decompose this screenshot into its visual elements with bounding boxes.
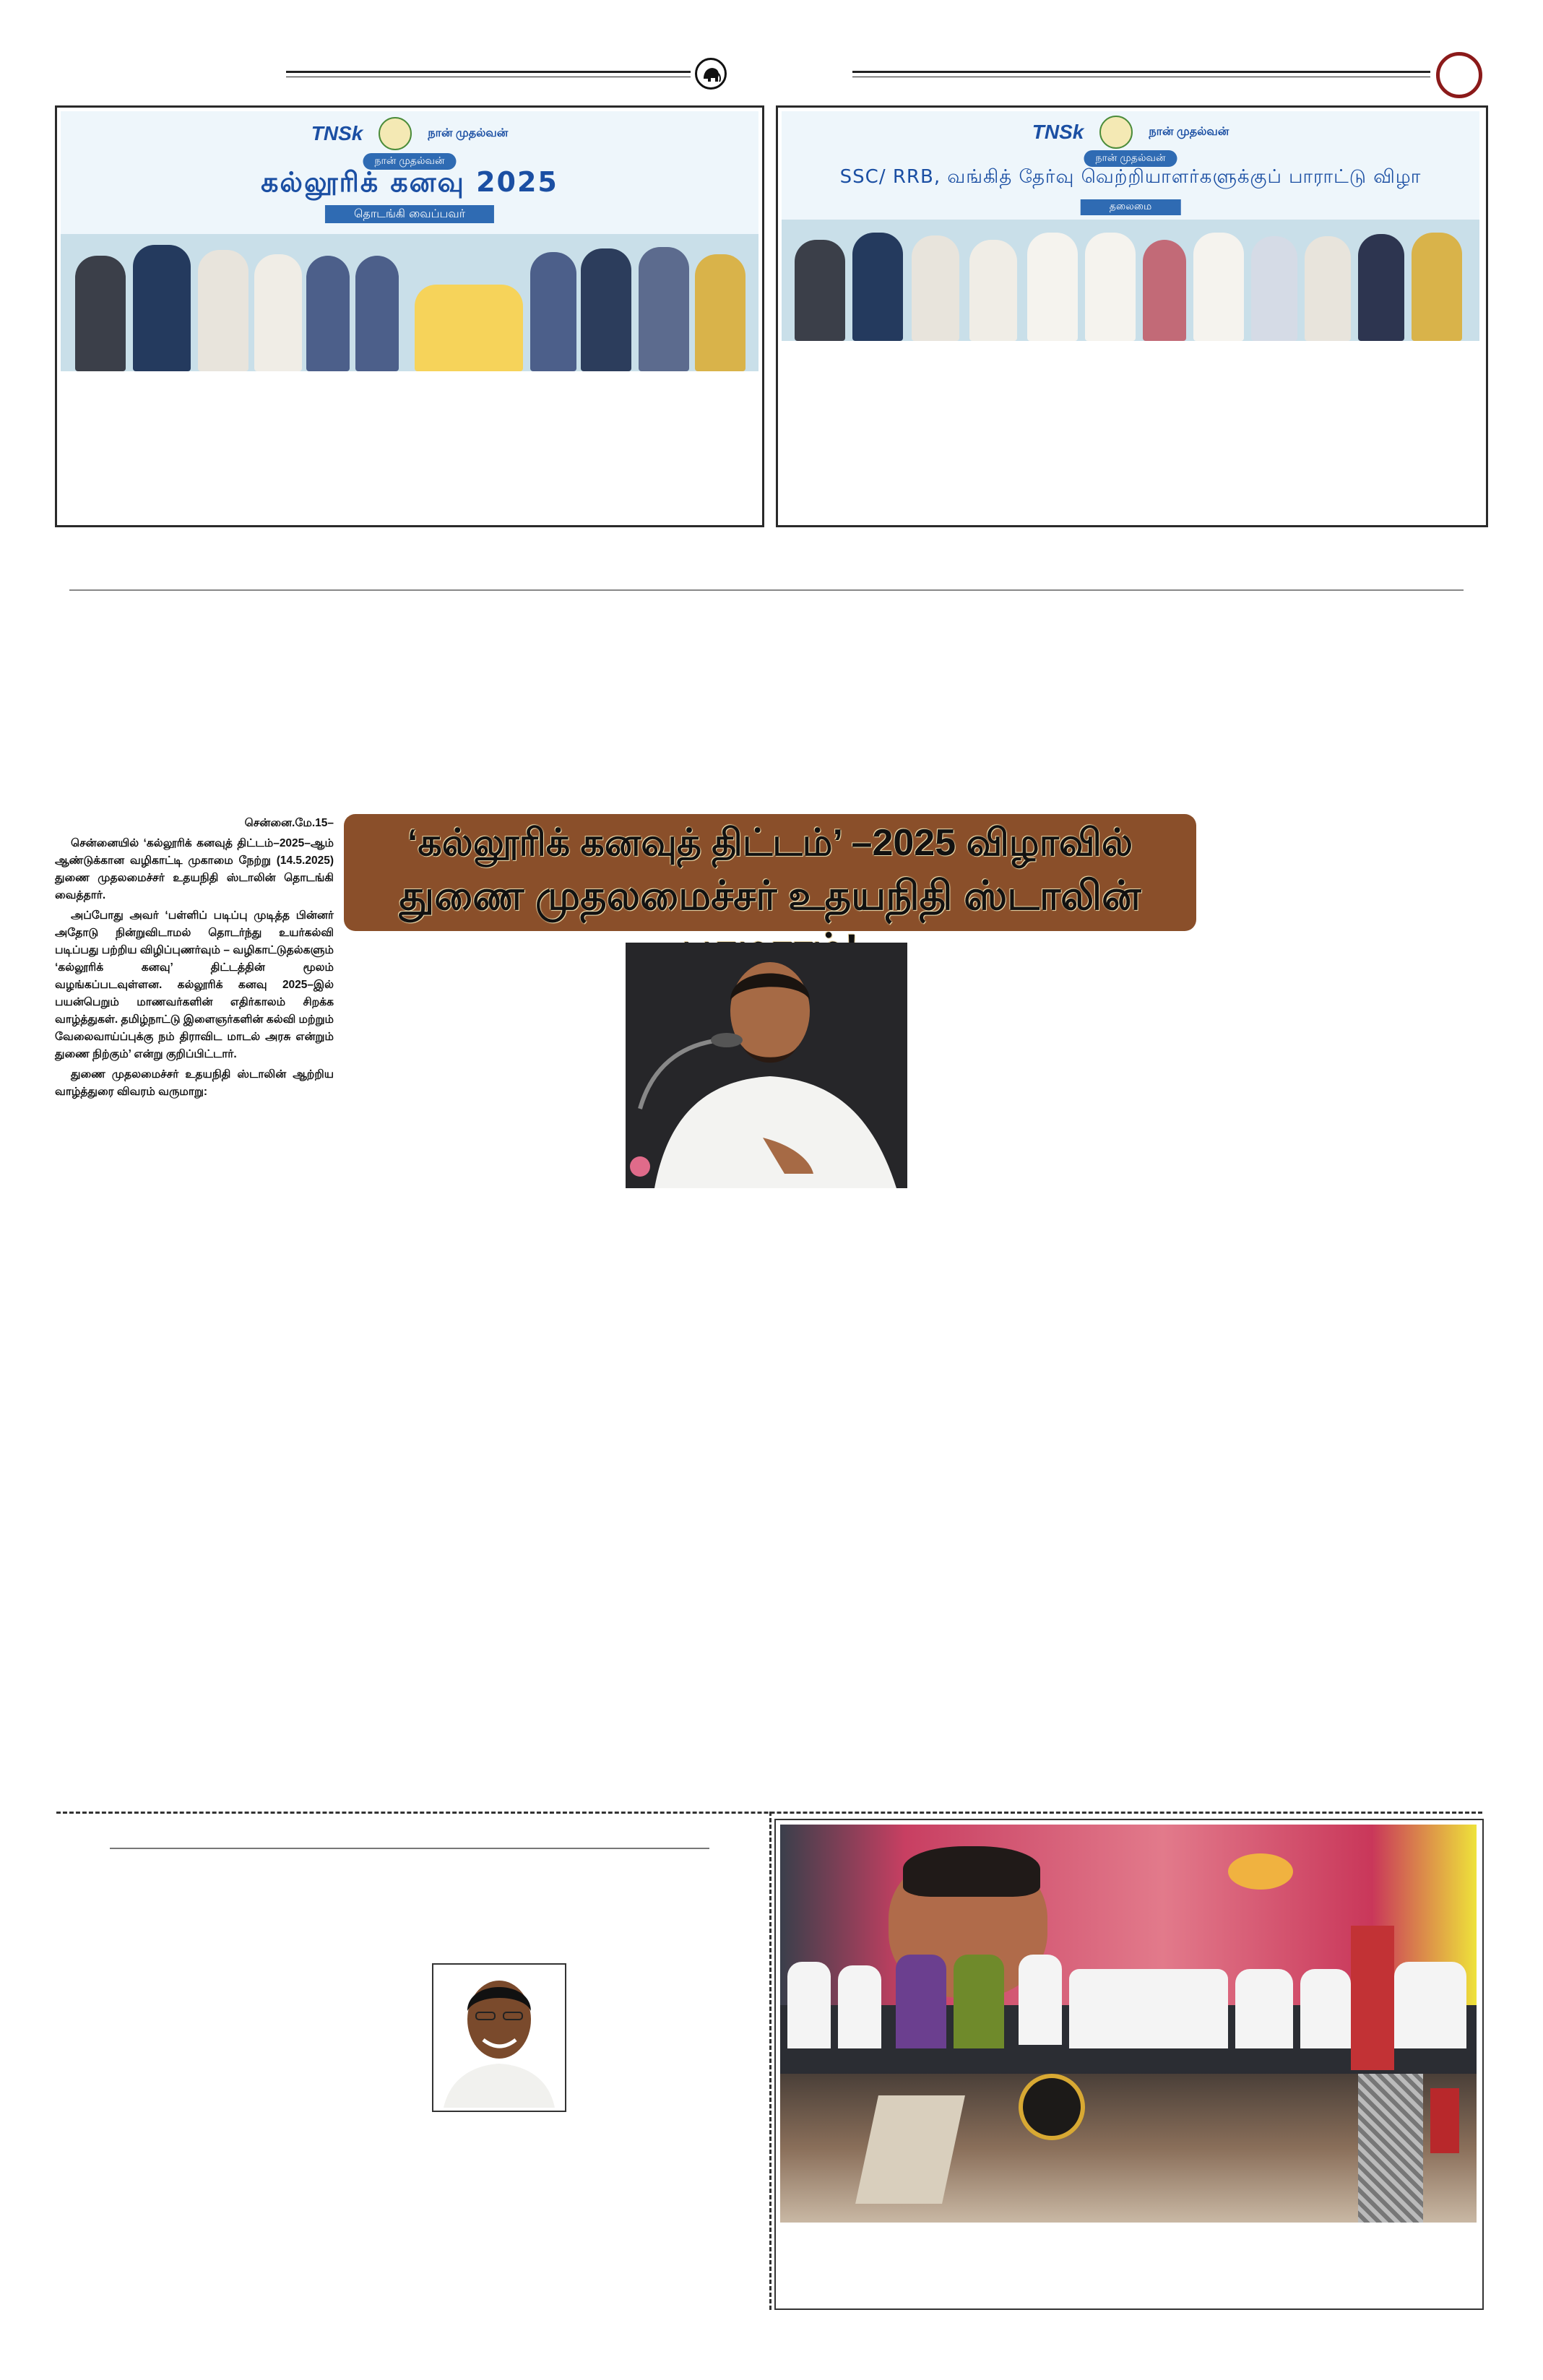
red-circle-icon bbox=[1436, 52, 1482, 98]
article-body bbox=[55, 815, 334, 1104]
naan-mudhalvan-logo: நான் முதல்வன் bbox=[1149, 126, 1229, 138]
masthead-rule-right bbox=[852, 71, 1430, 73]
people-group bbox=[61, 220, 758, 371]
masthead-rule-left bbox=[286, 71, 691, 73]
article-paragraph: அப்போது அவர் ‘பள்ளிப் படிப்பு முடித்த பின்னர் அதோடு நின்றுவிடாமல் தொடர்ந்து உயர்கல்வி படிப்பது பற்றிய விழிப்புணர்வும் – வழிகாட்டுதல்களும் ‘கல்லூரிக் கனவு’ திட்டத்தின் மூலம் வழங்கப்படவுள்ளன. கல்லூரிக் கனவு 2025–இல் பயன்பெறும் மாணவர்களின் எதிர்காலம் சிறக்க வாழ்த்துகள். தமிழ்நாட்டு இளைஞர்களின் கல்வி மற்றும் வேலைவாய்ப்புக்கு நம் திராவிட மாடல் அரசு என்றும் துணை நிற்கும்’ என்று குறிப்பிட்டார். bbox=[55, 909, 334, 1060]
top-left-event-photo bbox=[61, 111, 758, 371]
article-paragraph: துணை முதலமைச்சர் உதயநிதி ஸ்டாலின் ஆற்றிய வாழ்த்துரை விவரம் வருமாறு: bbox=[55, 1068, 334, 1098]
banner-pill: நான் முதல்வன் bbox=[363, 153, 456, 170]
article-paragraph: சென்னையில் ‘கல்லூரிக் கனவுத் திட்டம்–2025–ஆம் ஆண்டுக்கான வழிகாட்டி முகாமை நேற்று (14.5.2025) துணை முதலமைச்சர் உதயநிதி ஸ்டாலின் தொடங்கி வைத்தார். bbox=[55, 837, 334, 901]
top-left-banner bbox=[61, 111, 758, 234]
headline-line-2: துணை முதலமைச்சர் உதயநிதி ஸ்டாலின் bbox=[399, 873, 1141, 918]
tn-government-emblem-icon bbox=[1099, 116, 1133, 149]
speaker-photo bbox=[626, 943, 907, 1188]
article-dateline: சென்னை.மே.15– bbox=[244, 817, 334, 829]
lower-left-rule bbox=[110, 1848, 709, 1849]
people-group bbox=[782, 215, 1479, 341]
headline-banner bbox=[344, 814, 1196, 931]
small-portrait-photo bbox=[436, 1968, 562, 2108]
banner-pill: நான் முதல்வன் bbox=[1084, 150, 1177, 167]
tnsk-logo: TNSk bbox=[311, 122, 363, 144]
naan-mudhalvan-logo: நான் முதல்வன் bbox=[428, 127, 509, 139]
column-dashed-divider bbox=[769, 1812, 772, 2310]
banner-subtitle: தலைமை bbox=[1081, 199, 1181, 215]
headline-line-1: ‘கல்லூரிக் கனவுத் திட்டம்’ –2025 விழாவில் bbox=[407, 822, 1133, 864]
top-right-banner bbox=[782, 111, 1479, 220]
tnsk-logo: TNSk bbox=[1032, 121, 1084, 143]
crowd-photo bbox=[780, 2074, 1477, 2223]
banner-subtitle: தொடங்கி வைப்பவர் bbox=[325, 205, 494, 223]
stage-event-photo bbox=[780, 1825, 1477, 2074]
top-right-event-photo bbox=[782, 111, 1479, 341]
banner-title: கல்லூரிக் கனவு 2025 bbox=[261, 166, 558, 198]
banner-title: SSC/ RRB, வங்கித் தேர்வு வெற்றியாளர்களுக்குப் பாராட்டு விழா bbox=[839, 166, 1422, 188]
section-divider bbox=[69, 589, 1464, 591]
elephant-emblem-icon bbox=[695, 58, 727, 90]
tn-government-emblem-icon bbox=[379, 117, 412, 150]
